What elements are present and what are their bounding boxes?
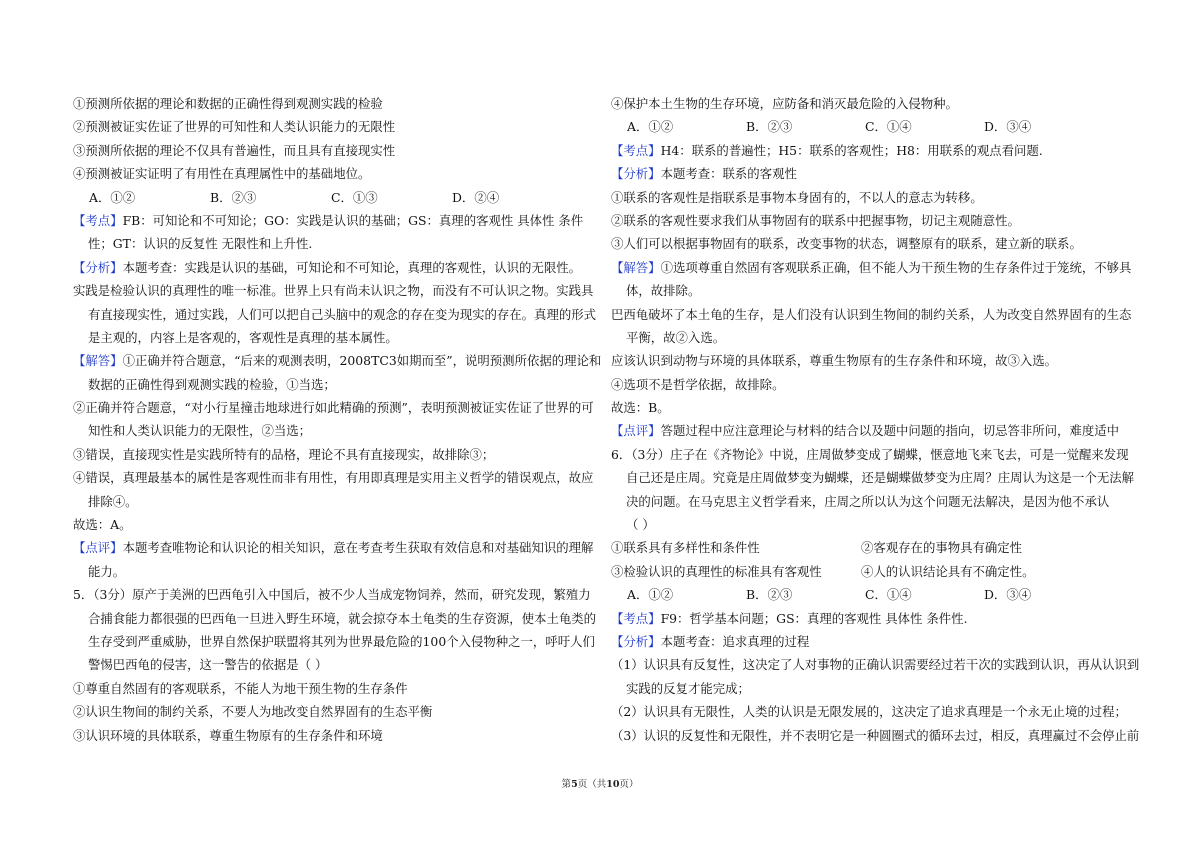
fenxi-text: 本题考查：联系的客观性 (660, 166, 797, 182)
q4-jieda-7: 排除④。 (88, 493, 138, 509)
fenxi-tag: 【分析】 (611, 166, 661, 182)
q4-option-c: C．①③ (331, 189, 378, 205)
kaodian-text: F9：哲学基本问题；GS：真理的客观性 具体性 条件性. (660, 610, 968, 626)
q6-statement-1: ①联系具有多样性和条件性 (611, 540, 760, 556)
q5-stem-4: 警惕巴西龟的侵害，这一警告的依据是（ ） (88, 657, 328, 673)
q4-kaodian (73, 209, 603, 232)
q4-option-a: A．①② (89, 189, 136, 205)
q4-fenxi-3: 有直接现实性，通过实践，人们可以把自己头脑中的观念的存在变为现实的存在。真理的形式 (88, 306, 597, 322)
q5-jieda-4: 平衡，故②入选。 (626, 329, 726, 345)
q4-fenxi-2: 实践是检验认识的真理性的唯一标准。世界上只有尚未认识之物，而没有不可认识之物。实践具 (73, 283, 594, 299)
kaodian-tag: 【考点】 (611, 610, 661, 626)
q5-jieda-2: 体，故排除。 (626, 283, 701, 299)
q5-option-b: B．②③ (746, 119, 793, 135)
q5-fenxi-4: ③人们可以根据事物固有的联系，改变事物的状态，调整原有的联系，建立新的联系。 (611, 236, 1082, 252)
q5-fenxi (611, 162, 1141, 185)
q4-statement-1: ①预测所依据的理论和数据的正确性得到观测实践的检验 (73, 96, 383, 111)
q6-statements-row-2 (611, 560, 1141, 583)
fenxi-text: 本题考查：实践是认识的基础，可知论和不可知论，真理的客观性，认识的无限性。 (122, 259, 582, 275)
q4-kaodian-cont: 性；GT：认识的反复性 无限性和上升性. (88, 236, 313, 252)
dianping-text: 答题过程中应注意理论与材料的结合以及题中问题的指向，切忌答非所问，难度适中 (660, 423, 1120, 439)
q5-stem-3: 生存受到严重威胁，世界自然保护联盟将其列为世界最危险的100个入侵物种之一，呼吁人们 (88, 633, 595, 649)
q4-option-d: D．②④ (452, 189, 500, 205)
q6-statement-4: ④人的认识结论具有不确定性。 (861, 563, 1035, 579)
q4-fenxi-4: 是主观的，内容上是客观的，客观性是真理的基本属性。 (88, 329, 398, 345)
q6-fenxi-2: （1）认识具有反复性，这决定了人对事物的正确认识需要经过若干次的实践到认识，再从认识到 (611, 657, 1140, 673)
q5-jieda-6: ④选项不是哲学依据，故排除。 (611, 376, 785, 392)
q5-jieda (611, 256, 1141, 279)
q6-fenxi-3: 实践的反复才能完成； (626, 680, 750, 696)
q5-statement-2: ②认识生物间的制约关系，不要人为地改变自然界固有的生态平衡 (73, 704, 433, 720)
q6-stem-4: （ ） (626, 517, 655, 533)
q4-option-b: B．②③ (210, 189, 257, 205)
kaodian-text: FB：可知论和不可知论；GO：实践是认识的基础；GS：真理的客观性 具体性 条件 (122, 212, 584, 228)
q6-kaodian (611, 607, 1141, 630)
dianping-text: 本题考查唯物论和认识论的相关知识，意在考查考生获取有效信息和对基础知识的理解 (122, 540, 594, 556)
left-column (73, 92, 603, 747)
fenxi-text: 本题考查：追求真理的过程 (660, 633, 810, 649)
q5-dianping (611, 419, 1141, 442)
q5-statement-3: ③认识环境的具体联系，尊重生物原有的生存条件和环境 (73, 727, 383, 743)
q4-jieda-5: ③错误，直接现实性是实践所特有的品格，理论不具有直接现实，故排除③； (73, 446, 495, 462)
q4-jieda-6: ④错误，真理最基本的属性是客观性而非有用性，有用即真理是实用主义哲学的错误观点，故应 (73, 470, 594, 486)
fenxi-tag: 【分析】 (73, 259, 123, 275)
q4-jieda (73, 349, 603, 372)
q6-fenxi (611, 630, 1141, 653)
q6-statements-row-1 (611, 536, 1141, 559)
kaodian-tag: 【考点】 (611, 142, 661, 158)
q6-statement-3: ③检验认识的真理性的标准具有客观性 (611, 563, 822, 579)
q5-options (611, 115, 1141, 138)
dianping-tag: 【点评】 (73, 540, 123, 556)
q6-stem-1: 6．（3分）庄子在《齐物论》中说，庄周做梦变成了蝴蝶，惬意地飞来飞去，可是一觉醒来发现 (611, 446, 1129, 462)
kaodian-text: H4：联系的普遍性；H5：联系的客观性；H8：用联系的观点看问题. (660, 142, 1043, 158)
q5-jieda-5: 应该认识到动物与环境的具体联系，尊重生物原有的生存条件和环境，故③入选。 (611, 353, 1058, 369)
q4-statement-2: ②预测被证实佐证了世界的可知性和人类认识能力的无限性 (73, 119, 396, 135)
q6-stem-2: 自己还是庄周。究竟是庄周做梦变为蝴蝶，还是蝴蝶做梦变为庄周？庄周认为这是一个无法解 (626, 470, 1135, 486)
q4-options (73, 186, 603, 209)
q5-jieda-3: 巴西龟破坏了本土龟的生存，是人们没有认识到生物间的制约关系，人为改变自然界固有的生态 (611, 306, 1132, 322)
page-footer (0, 776, 1200, 790)
jieda-tag: 【解答】 (73, 353, 123, 369)
q6-option-c: C．①④ (865, 587, 912, 603)
q5-statement-1: ①尊重自然固有的客观联系，不能人为地干预生物的生存条件 (73, 680, 408, 696)
q5-option-d: D．③④ (984, 119, 1032, 135)
q5-stem-1: 5．（3分）原产于美洲的巴西龟引入中国后，被不少人当成宠物饲养，然而，研究发现，繁殖力 (73, 587, 591, 603)
q5-stem-2: 合捕食能力都很强的巴西龟一旦进入野生环境，就会掠夺本土龟类的生存资源，使本土龟类的 (88, 610, 597, 626)
q5-option-a: A．①② (627, 119, 674, 135)
q6-options (611, 583, 1141, 606)
page-number: 5 (571, 779, 578, 790)
q4-statement-4: ④预测被证实证明了有用性在真理属性中的基础地位。 (73, 166, 371, 182)
footer-suffix: 页） (619, 779, 639, 790)
q5-option-c: C．①④ (865, 119, 912, 135)
q5-fenxi-3: ②联系的客观性要求我们从事物固有的联系中把握事物，切记主观随意性。 (611, 212, 1020, 228)
q4-jieda-3: ②正确并符合题意，“对小行星撞击地球进行如此精确的预测”，表明预测被证实佐证了世界的可 (73, 400, 594, 416)
q4-jieda-4: 知性和人类认识能力的无限性，②当选； (88, 423, 312, 439)
kaodian-tag: 【考点】 (73, 212, 123, 228)
q4-dianping (73, 536, 603, 559)
fenxi-tag: 【分析】 (611, 633, 661, 649)
q5-answer: 故选：B。 (611, 400, 670, 416)
jieda-text: ①选项尊重自然固有客观联系正确，但不能人为干预生物的生存条件过于笼统，不够具 (660, 259, 1132, 275)
footer-middle: 页（共 (577, 779, 607, 790)
q5-kaodian (611, 139, 1141, 162)
q5-statement-4: ④保护本土生物的生存环境，应防备和消灭最危险的入侵物种。 (611, 96, 958, 111)
q4-statement-3: ③预测所依据的理论不仅具有普遍性，而且具有直接现实性 (73, 142, 396, 158)
page-total: 10 (606, 779, 620, 790)
footer-prefix: 第 (561, 779, 572, 790)
jieda-tag: 【解答】 (611, 259, 661, 275)
q5-fenxi-2: ①联系的客观性是指联系是事物本身固有的，不以人的意志为转移。 (611, 189, 983, 205)
q6-stem-3: 决的问题。在马克思主义哲学看来，庄周之所以认为这个问题无法解决，是因为他不承认 (626, 493, 1110, 509)
q6-fenxi-4: （2）认识具有无限性，人类的认识是无限发展的，这决定了追求真理是一个永无止境的过程； (611, 704, 1127, 720)
q4-fenxi (73, 256, 603, 279)
q6-option-d: D．③④ (984, 587, 1032, 603)
q6-statement-2: ②客观存在的事物具有确定性 (861, 540, 1023, 556)
dianping-tag: 【点评】 (611, 423, 661, 439)
q6-option-a: A．①② (627, 587, 674, 603)
q4-jieda-2: 数据的正确性得到观测实践的检验，①当选； (88, 376, 336, 392)
q4-dianping-2: 能力。 (88, 563, 126, 579)
jieda-text: ①正确并符合题意，“后来的观测表明，2008TC3如期而至”，说明预测所依据的理论和 (122, 353, 602, 369)
q6-fenxi-5: （3）认识的反复性和无限性，并不表明它是一种圆圈式的循环去过，相反，真理赢过不会停止前 (611, 727, 1140, 743)
q6-option-b: B．②③ (746, 587, 793, 603)
q4-answer: 故选：A。 (73, 517, 132, 533)
right-column (611, 92, 1141, 747)
